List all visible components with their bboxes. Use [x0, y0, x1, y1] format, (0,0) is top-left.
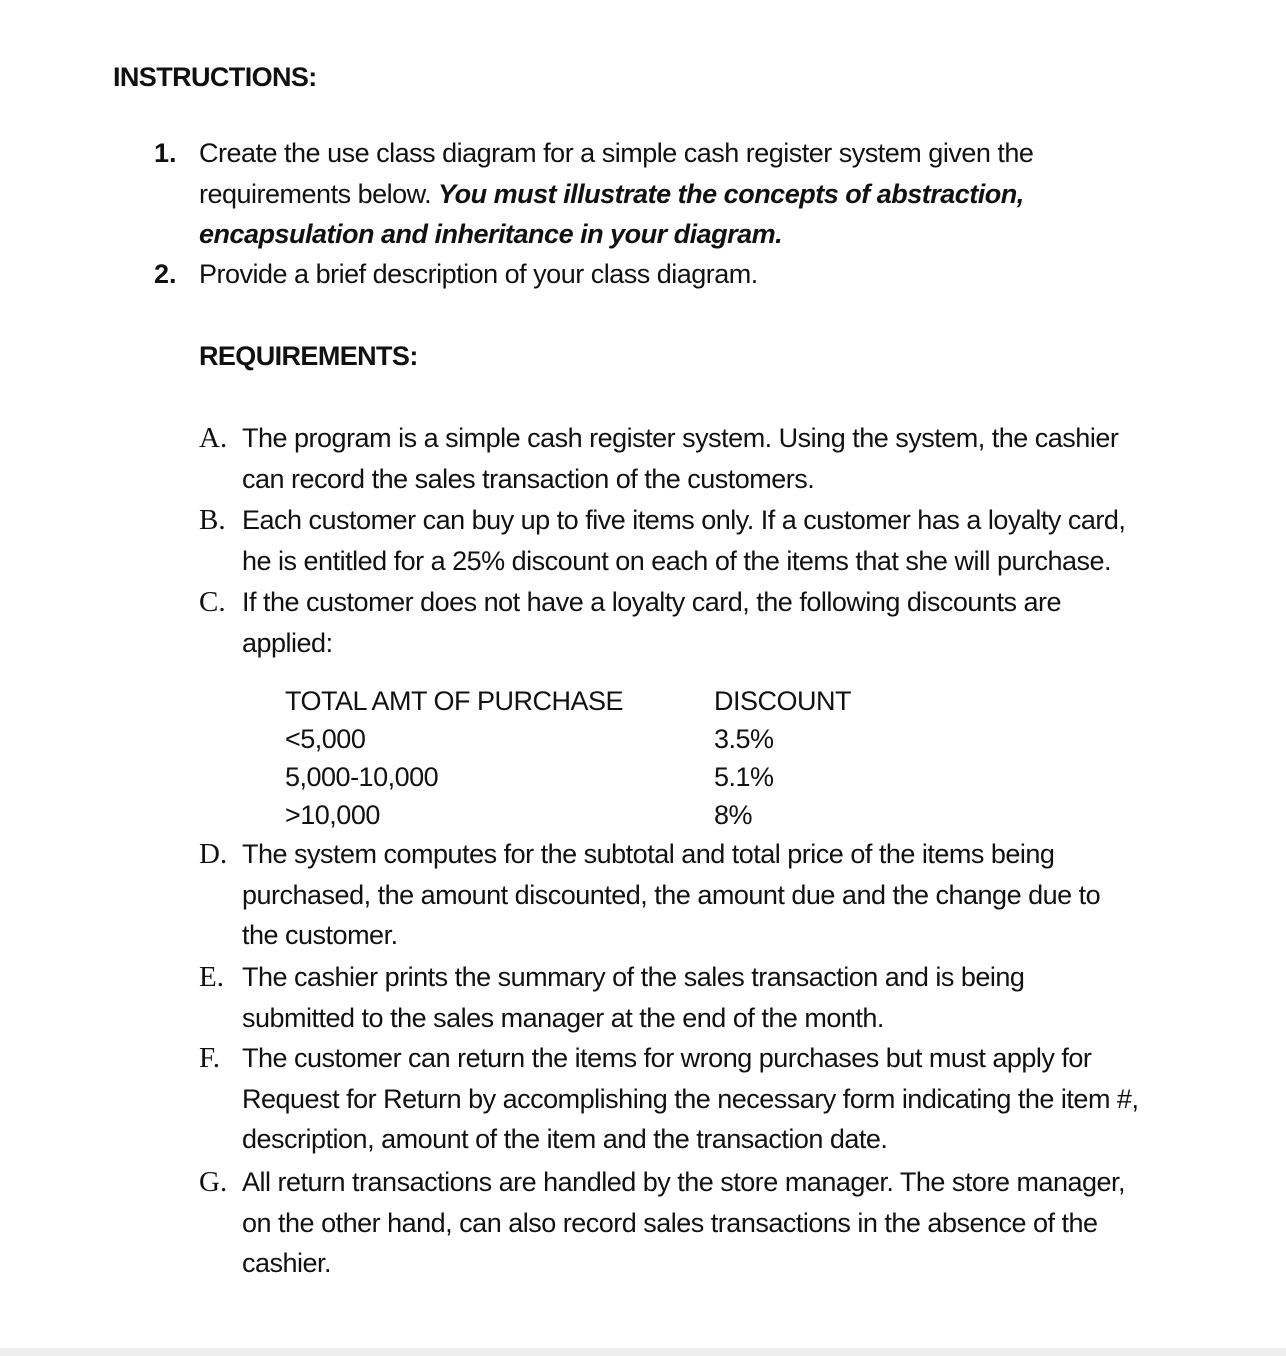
requirement-f-line-2: Request for Return by accomplishing the necessary form indicating the item #,	[242, 1083, 1139, 1114]
requirement-letter-a: A.	[199, 422, 228, 454]
requirement-b-text	[242, 500, 1125, 581]
requirement-f-line-3: description, amount of the item and the transaction date.	[242, 1124, 888, 1154]
requirement-a-text	[242, 418, 1118, 499]
requirement-d-line-1: The system computes for the subtotal and total price of the items being	[242, 839, 1055, 869]
requirement-letter-f: F.	[199, 1042, 221, 1074]
instruction-1-line-2	[199, 174, 1033, 215]
requirement-d-line-3: the customer.	[242, 920, 398, 950]
requirement-letter-b: B.	[199, 504, 226, 536]
requirement-f-text	[242, 1038, 1138, 1160]
requirement-g-line-1: All return transactions are handled by the store manager. The store manager,	[242, 1167, 1126, 1197]
requirement-c-line-1: If the customer does not have a loyalty card, the following discounts are	[242, 587, 1061, 617]
table-cell-discount-1: 3.5%	[714, 724, 774, 754]
instruction-1-line-1: Create the use class diagram for a simple cash register system given the	[199, 138, 1034, 168]
table-cell-discount-2: 5.1%	[714, 762, 774, 792]
instruction-1-emphasis-a: You must illustrate the concepts of abstraction,	[438, 178, 1024, 209]
table-cell-amount-1: <5,000	[285, 724, 366, 754]
discount-table-col-discount	[714, 682, 851, 834]
table-cell-amount-3: >10,000	[285, 800, 380, 830]
requirement-letter-g: G.	[199, 1166, 228, 1198]
requirement-letter-c: C.	[199, 586, 226, 618]
discount-table-col-amount	[285, 682, 623, 834]
table-cell-amount-2: 5,000-10,000	[285, 762, 439, 792]
requirement-c-line-2: applied:	[242, 627, 333, 658]
requirement-g-text	[242, 1162, 1125, 1284]
requirement-e-line-1: The cashier prints the summary of the sales transaction and is being	[242, 962, 1025, 992]
requirement-a-line-1: The program is a simple cash register system. Using the system, the cashier	[242, 423, 1119, 453]
requirement-g-line-3: cashier.	[242, 1248, 332, 1278]
table-header-amount: TOTAL AMT OF PURCHASE	[285, 686, 624, 716]
page-bottom-edge	[0, 1348, 1286, 1356]
requirement-d-line-2: purchased, the amount discounted, the amount due and the change due to	[242, 879, 1101, 910]
requirement-b-line-2: he is entitled for a 25% discount on each of the items that she will purchase.	[242, 545, 1112, 576]
requirement-letter-e: E.	[199, 961, 224, 993]
requirement-a-line-2: can record the sales transaction of the customers.	[242, 463, 815, 494]
requirement-e-text	[242, 957, 1024, 1038]
instruction-number-1: 1.	[154, 138, 177, 168]
instruction-1-emphasis-b: encapsulation and inheritance in your diagram.	[199, 219, 783, 249]
requirement-letter-d: D.	[199, 838, 228, 870]
requirement-d-text	[242, 834, 1100, 956]
instruction-2-line-1: Provide a brief description of your class diagram.	[199, 259, 758, 289]
requirement-e-line-2: submitted to the sales manager at the end of the month.	[242, 1002, 884, 1033]
instructions-heading: INSTRUCTIONS:	[113, 62, 317, 92]
requirement-b-line-1: Each customer can buy up to five items only. If a customer has a loyalty card,	[242, 505, 1126, 535]
requirement-g-line-2: on the other hand, can also record sales transactions in the absence of the	[242, 1207, 1098, 1238]
table-header-discount: DISCOUNT	[714, 686, 851, 716]
instruction-1-text	[199, 133, 1033, 255]
instruction-2-text	[199, 254, 758, 295]
instruction-1-line-2-plain: requirements below.	[199, 178, 439, 209]
requirement-f-line-1: The customer can return the items for wrong purchases but must apply for	[242, 1043, 1092, 1073]
instruction-number-2: 2.	[154, 259, 177, 289]
table-cell-discount-3: 8%	[714, 800, 753, 830]
requirement-c-text	[242, 582, 1061, 663]
requirements-heading: REQUIREMENTS:	[199, 341, 418, 371]
